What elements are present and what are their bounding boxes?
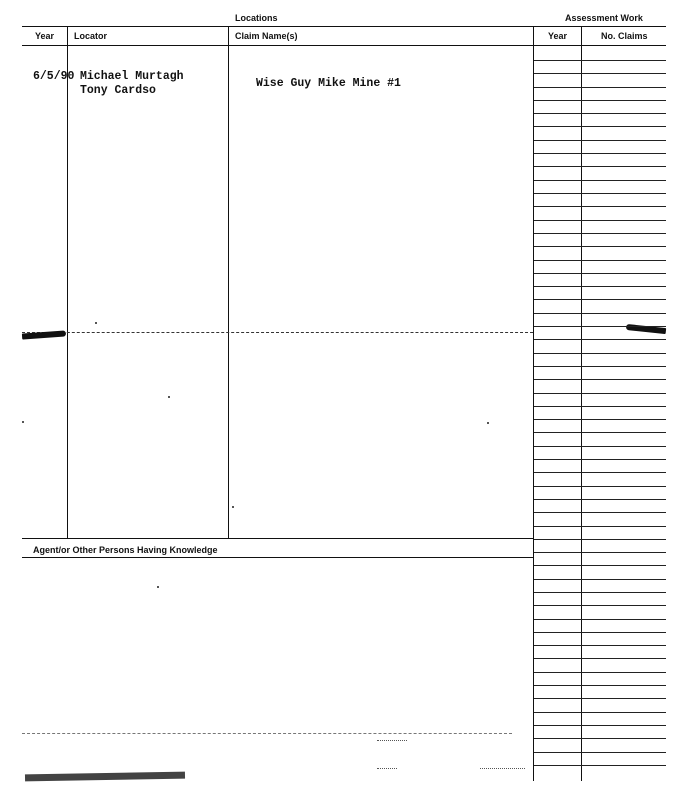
assessment-row-rule	[534, 632, 666, 633]
assessment-row-rule	[534, 193, 666, 194]
agent-section-label: Agent/or Other Persons Having Knowledge	[33, 545, 218, 555]
entry-year: 6/5/90	[33, 70, 75, 83]
assessment-row-rule	[534, 113, 666, 114]
assessment-row-rule	[534, 539, 666, 540]
assessment-row-rule	[534, 299, 666, 300]
locations-title: Locations	[235, 13, 278, 23]
assessment-row-rule	[534, 246, 666, 247]
assessment-row-rule	[534, 87, 666, 88]
assessment-row-rule	[534, 712, 666, 713]
entry-claim-name: Wise Guy Mike Mine #1	[256, 77, 401, 90]
assessment-row-rule	[534, 472, 666, 473]
assessment-row-rule	[534, 180, 666, 181]
assessment-row-rule	[534, 220, 666, 221]
assessment-row-rule	[534, 393, 666, 394]
assessment-row-rule	[534, 406, 666, 407]
locator-claim-divider	[228, 26, 229, 538]
assessment-row-rule	[534, 619, 666, 620]
assessment-row-rule	[534, 379, 666, 380]
assessment-row-rule	[534, 206, 666, 207]
speck	[157, 586, 159, 588]
entry-locator-1: Michael Murtagh	[80, 70, 184, 83]
assessment-row-rule	[534, 565, 666, 566]
assessment-row-rule	[534, 486, 666, 487]
assessment-row-rule	[534, 140, 666, 141]
assessment-row-rule	[534, 765, 666, 766]
column-header-year: Year	[35, 31, 55, 41]
speck	[232, 506, 234, 508]
assessment-row-rule	[534, 698, 666, 699]
assessment-row-rule	[534, 658, 666, 659]
assessment-row-rule	[534, 126, 666, 127]
assessment-row-rule	[534, 166, 666, 167]
assessment-row-rule	[534, 552, 666, 553]
header-bottom-rule	[22, 45, 666, 46]
assessment-row-rule	[534, 738, 666, 739]
assessment-work-title: Assessment Work	[565, 13, 643, 23]
assessment-row-rule	[534, 592, 666, 593]
assessment-row-rule	[534, 419, 666, 420]
assessment-row-rule	[534, 685, 666, 686]
header-top-rule	[22, 26, 666, 27]
assessment-row-rule	[534, 313, 666, 314]
assessment-row-rule	[534, 752, 666, 753]
assessment-row-rule	[534, 326, 666, 327]
faint-scan-mark	[377, 740, 407, 741]
assessment-row-rule	[534, 446, 666, 447]
assessment-row-rule	[534, 432, 666, 433]
assessment-row-rule	[534, 672, 666, 673]
assessment-row-rule	[534, 339, 666, 340]
entry-locator-2: Tony Cardso	[80, 84, 156, 97]
assessment-row-rule	[534, 60, 666, 61]
assessment-row-rule	[534, 233, 666, 234]
speck	[168, 396, 170, 398]
faint-scan-mark	[377, 768, 397, 769]
column-header-locator: Locator	[74, 31, 108, 41]
speck	[487, 422, 489, 424]
assessment-row-rule	[534, 273, 666, 274]
assessment-row-rule	[534, 725, 666, 726]
assessment-row-rule	[534, 645, 666, 646]
assessment-row-rule	[534, 353, 666, 354]
assessment-row-rule	[534, 499, 666, 500]
speck	[95, 322, 97, 324]
assessment-row-rule	[534, 579, 666, 580]
bottom-scan-smudge	[25, 772, 185, 782]
faint-scan-line	[22, 733, 512, 734]
assessment-row-rule	[534, 512, 666, 513]
column-header-claim-names: Claim Name(s)	[235, 31, 298, 41]
assessment-row-rule	[534, 459, 666, 460]
assessment-row-rule	[534, 605, 666, 606]
agent-section-top-rule	[22, 538, 533, 539]
agent-section-label-rule	[22, 557, 533, 558]
assessment-row-rule	[534, 100, 666, 101]
year-locator-divider	[67, 26, 68, 538]
assessment-row-rule	[534, 286, 666, 287]
column-header-no-claims: No. Claims	[601, 31, 648, 41]
faint-scan-mark	[480, 768, 525, 769]
column-header-assessment-year: Year	[548, 31, 568, 41]
assessment-row-rule	[534, 153, 666, 154]
assessment-row-rule	[534, 260, 666, 261]
assessment-row-rule	[534, 73, 666, 74]
fold-line-left	[22, 332, 533, 333]
assessment-row-rule	[534, 526, 666, 527]
speck	[22, 421, 24, 423]
assessment-row-rule	[534, 366, 666, 367]
